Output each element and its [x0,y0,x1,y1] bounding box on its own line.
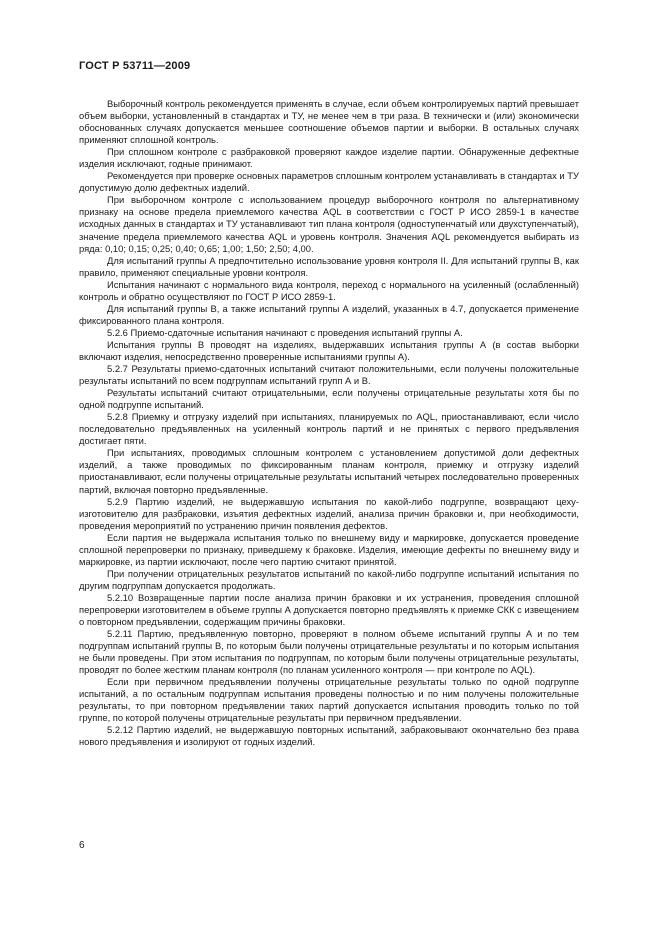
paragraph: Результаты испытаний считают отрицательными, если получены отрицательные результаты хотя бы по одной подгруппе испытаний. [79,387,579,411]
paragraph: Для испытаний группы В, а также испытаний группы А изделий, указанных в 4.7, допускается применение фиксированного плана контроля. [79,302,579,326]
paragraph: При получении отрицательных результатов испытаний по какой-либо подгруппе испытаний испытания по другим подгруппам допускается продолжать. [79,567,579,591]
paragraph: Выборочный контроль рекомендуется применять в случае, если объем контролируемых партий превышает объем выборки, установленный в стандартах и ТУ, не менее чем в три раза. В технически и (или) экономически обоснованных случаях допускается меньшее соотношение объемов партии и выборки. В остальных случаях применяют сплошной контроль. [79,98,579,146]
paragraph: 5.2.9 Партию изделий, не выдержавшую испытания по какой-либо подгруппе, возвращают цеху-изготовителю для разбраковки, изъятия дефектных изделий, анализа причин браковки и, при необходимости, проведения мероприятий по устранению причин появления дефектов. [79,495,579,531]
paragraph: 5.2.8 Приемку и отгрузку изделий при испытаниях, планируемых по AQL, приостанавливают, если число последовательно предъявленных на усиленный контроль партий и не принятых с первого предъявления достигает пяти. [79,411,579,447]
paragraph: Если партия не выдержала испытания только по внешнему виду и маркировке, допускается проведение сплошной перепроверки по признаку, приведшему к браковке. Изделия, имеющие дефекты по внешнему виду и маркировке, из партии исключают, после чего партию считают принятой. [79,531,579,567]
page-header-standard-number: ГОСТ Р 53711—2009 [79,60,191,72]
paragraph: 5.2.11 Партию, предъявленную повторно, проверяют в полном объеме испытаний группы А и по тем подгруппам испытаний группы В, по которым были получены отрицательные результаты и по которым испытания не были проведены. При этом испытания по подгруппам, по которым были получены отрицательные результаты, проводят по более жестким планам контроля (по планам усиленного контроля — при контроле по AQL). [79,628,579,676]
paragraph: Если при первичном предъявлении получены отрицательные результаты только по одной подгруппе испытаний, а по остальным подгруппам испытания проведены полностью и по ним получены положительные результаты, то при повторном предъявлении таких партий допускается испытания проводить только по той группе, по которой получены отрицательные результаты при первичном предъявлении. [79,676,579,724]
paragraph: 5.2.6 Приемо-сдаточные испытания начинают с проведения испытаний группы А. [107,326,463,338]
paragraph: 5.2.12 Партию изделий, не выдержавшую повторных испытаний, забраковывают окончательно без права нового предъявления и изолируют от годных изделий. [79,724,579,748]
paragraph: При выборочном контроле с использованием процедур выборочного контроля по альтернативному признаку на основе предела приемлемого качества AQL в соответствии с ГОСТ Р ИСО 2859-1 в качестве исходных данных в стандартах и ТУ устанавливают тип плана контроля (одноступенчатый или двухступенчатый), значение предела приемлемого качества AQL и уровень контроля. Значения AQL рекомендуется выбирать из ряда: 0,10; 0,15; 0,25; 0,40; 0,65; 1,00; 1,50; 2,50; 4,00. [79,194,579,254]
paragraph: При сплошном контроле с разбраковкой проверяют каждое изделие партии. Обнаруженные дефектные изделия исключают, годные принимают. [79,146,579,170]
paragraph: 5.2.10 Возвращенные партии после анализа причин браковки и их устранения, проведения сплошной перепроверки изготовителем в объеме группы А допускается повторно предъявлять к приемке СКК с извещением о повторном предъявлении, содержащим причины браковки. [79,591,579,628]
document-body [79,98,579,749]
paragraph: Испытания начинают с нормального вида контроля, переход с нормального на усиленный (ослабленный) контроль и обратно осуществляют по ГОСТ Р ИСО 2859-1. [79,278,579,302]
page-number: 6 [79,840,85,851]
paragraph: Рекомендуется при проверке основных параметров сплошным контролем устанавливать в стандартах и ТУ допустимую долю дефектных изделий. [79,170,579,194]
paragraph: Испытания группы В проводят на изделиях, выдержавших испытания группы А (в состав выборки включают изделия, непосредственно проверенные испытаниями группы А). [79,338,579,362]
paragraph: Для испытаний группы А предпочтительно использование уровня контроля II. Для испытаний группы В, как правило, применяют специальные уровни контроля. [79,254,579,278]
paragraph: При испытаниях, проводимых сплошным контролем с установлением допустимой доли дефектных изделий, а также проводимых по фиксированным планам контроля, приемку и отгрузку изделий приостанавливают, если получены отрицательные результаты испытаний четырех последовательно проверенных партий, включая повторно предъявленные. [79,447,579,495]
paragraph: 5.2.7 Результаты приемо-сдаточных испытаний считают положительными, если получены положительные результаты испытаний по всем подгруппам испытаний групп А и В. [79,363,579,387]
